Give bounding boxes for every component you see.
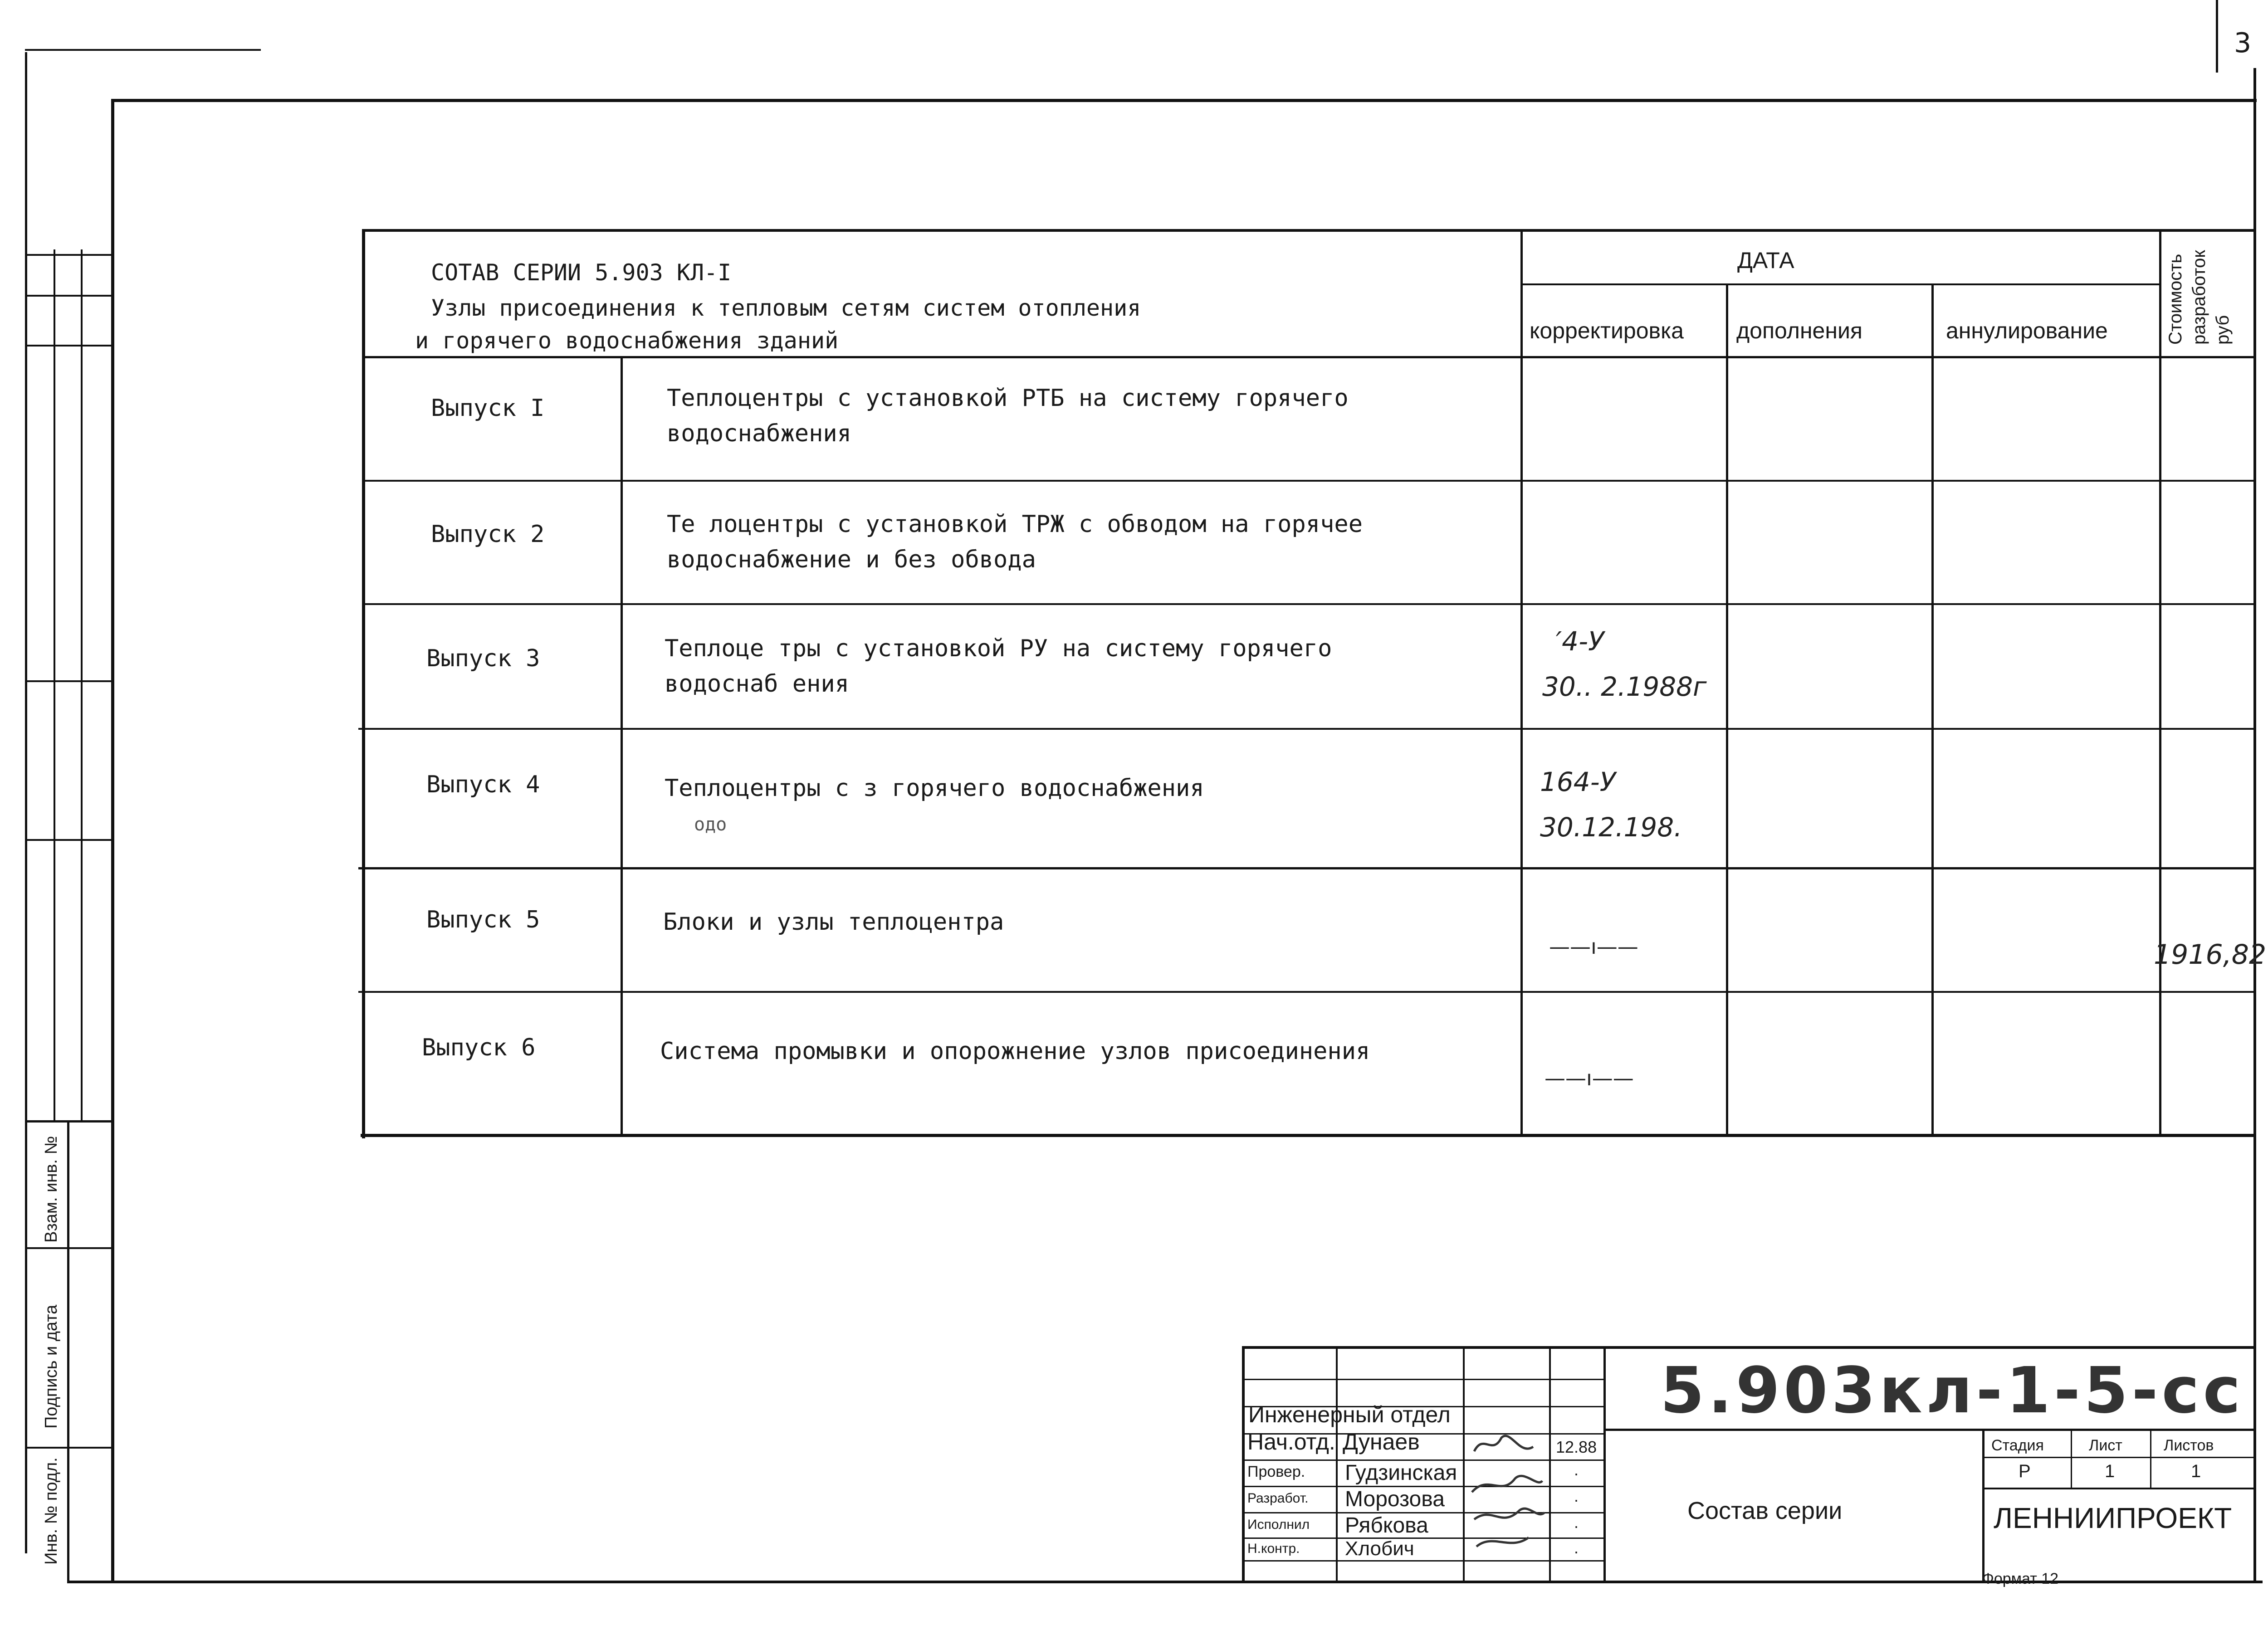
issue-description: одо [694,814,727,835]
signature-stroke [1474,1508,1545,1519]
role-date: 12.88 [1556,1438,1597,1456]
tb-row [1243,1379,1606,1380]
issue-description: водоснабжение и без обвода [667,546,1036,573]
tb-top [1243,1346,2254,1349]
col-correction-header: корректировка [1530,318,1684,343]
sheet-label: Лист [2089,1437,2122,1454]
issue-description: Система промывки и опорожнение узлов присоединения [660,1038,1370,1065]
role-date: . [1574,1538,1579,1557]
correction-number: 164-У [1540,766,1616,797]
tb-info-col [2071,1429,2072,1488]
format-label: Формат 12 [1982,1570,2059,1587]
issue-label: Выпуск 4 [426,771,540,798]
organization: ЛЕННИИПРОЕКТ [1994,1502,2232,1534]
role-name: Дунаев [1343,1429,1420,1454]
tb-code-bottom [1603,1429,2254,1431]
stamp-inv-orig: Инв. № подл. [42,1457,61,1565]
signature-stroke [1472,1476,1542,1492]
role-date: . [1574,1460,1579,1479]
sheets-value: 1 [2191,1461,2201,1481]
tb-info-row [1982,1488,2254,1489]
date-header: ДАТА [1737,248,1794,273]
role-name: Хлобич [1345,1537,1414,1560]
role-label: Разработ. [1247,1491,1309,1506]
issue-description: Те лоцентры с установкой ТРЖ с обводом на горячее [667,511,1363,538]
tb-info-left [1982,1429,1984,1583]
correction-number: ′4-У [1556,626,1604,657]
role-date: . [1574,1513,1579,1532]
tb-col [1603,1346,1606,1582]
cost-value: 1916,82 [2154,939,2267,971]
correction-dash: ——ı—— [1545,1066,1634,1090]
series-title: СОТАВ СЕРИИ 5.903 КЛ-I [431,259,732,286]
stage-value: Р [2019,1461,2031,1481]
issue-description: Теплоцентры с установкой РТБ на систему горячего [667,385,1349,412]
stamp-sign-date: Подпись и дата [42,1304,61,1429]
role-date: . [1574,1487,1579,1505]
tb-row [1243,1560,1606,1562]
role-label: Нач.отд. [1247,1429,1335,1454]
signature-stroke [1474,1436,1533,1451]
col-cost-header: Стоимость разработок руб [2165,250,2233,345]
issue-label: Выпуск 3 [426,645,540,672]
col-additions-header: дополнения [1736,318,1862,343]
issue-description: водоснаб ения [665,670,849,698]
issue-label: Выпуск 6 [422,1034,536,1061]
tb-info-col [2150,1429,2151,1488]
role-label: Провер. [1247,1463,1305,1480]
signature-stroke [1476,1537,1529,1547]
tb-col [1463,1346,1465,1582]
document-code: 5.903кл-1-5-сс [1660,1354,2244,1428]
issue-description: Теплоцентры с з горячего водоснабжения [665,775,1204,802]
role-label: Н.контр. [1247,1541,1300,1556]
issue-label: Выпуск I [431,395,545,422]
sheet-value: 1 [2105,1461,2115,1481]
tb-col [1336,1346,1338,1582]
col-cancellation-header: аннулирование [1946,318,2108,343]
role-name: Гудзинская [1345,1461,1457,1485]
department: Инженерный отдел [1248,1402,1451,1427]
signature-marks [1465,1429,1551,1560]
sheets-label: Листов [2164,1437,2214,1454]
issue-label: Выпуск 5 [426,906,540,933]
sheet-number: 3 [2234,27,2252,59]
document-name: Состав серии [1687,1497,1843,1524]
stamp-inv-replace: Взам. инв. № [42,1136,61,1243]
correction-date: 30.. 2.1988г [1542,671,1707,702]
correction-dash: ——ı—— [1549,934,1638,959]
role-label: Исполнил [1247,1517,1310,1532]
tb-info-row [1982,1457,2254,1458]
issue-description: Теплоце тры с установкой РУ на систему горячего [665,635,1332,662]
series-subtitle-2: и горячего водоснабжения зданий [415,327,839,354]
issue-description: водоснабжения [667,420,851,447]
issue-label: Выпуск 2 [431,521,545,548]
role-name: Морозова [1345,1487,1445,1511]
tb-left [1242,1346,1245,1582]
correction-date: 30.12.198. [1540,812,1682,843]
stage-label: Стадия [1991,1437,2044,1454]
issue-description: Блоки и узлы теплоцентра [663,908,1004,936]
series-subtitle-1: Узлы присоединения к тепловым сетям систем отопления [431,295,1141,321]
role-name: Рябкова [1345,1513,1428,1537]
